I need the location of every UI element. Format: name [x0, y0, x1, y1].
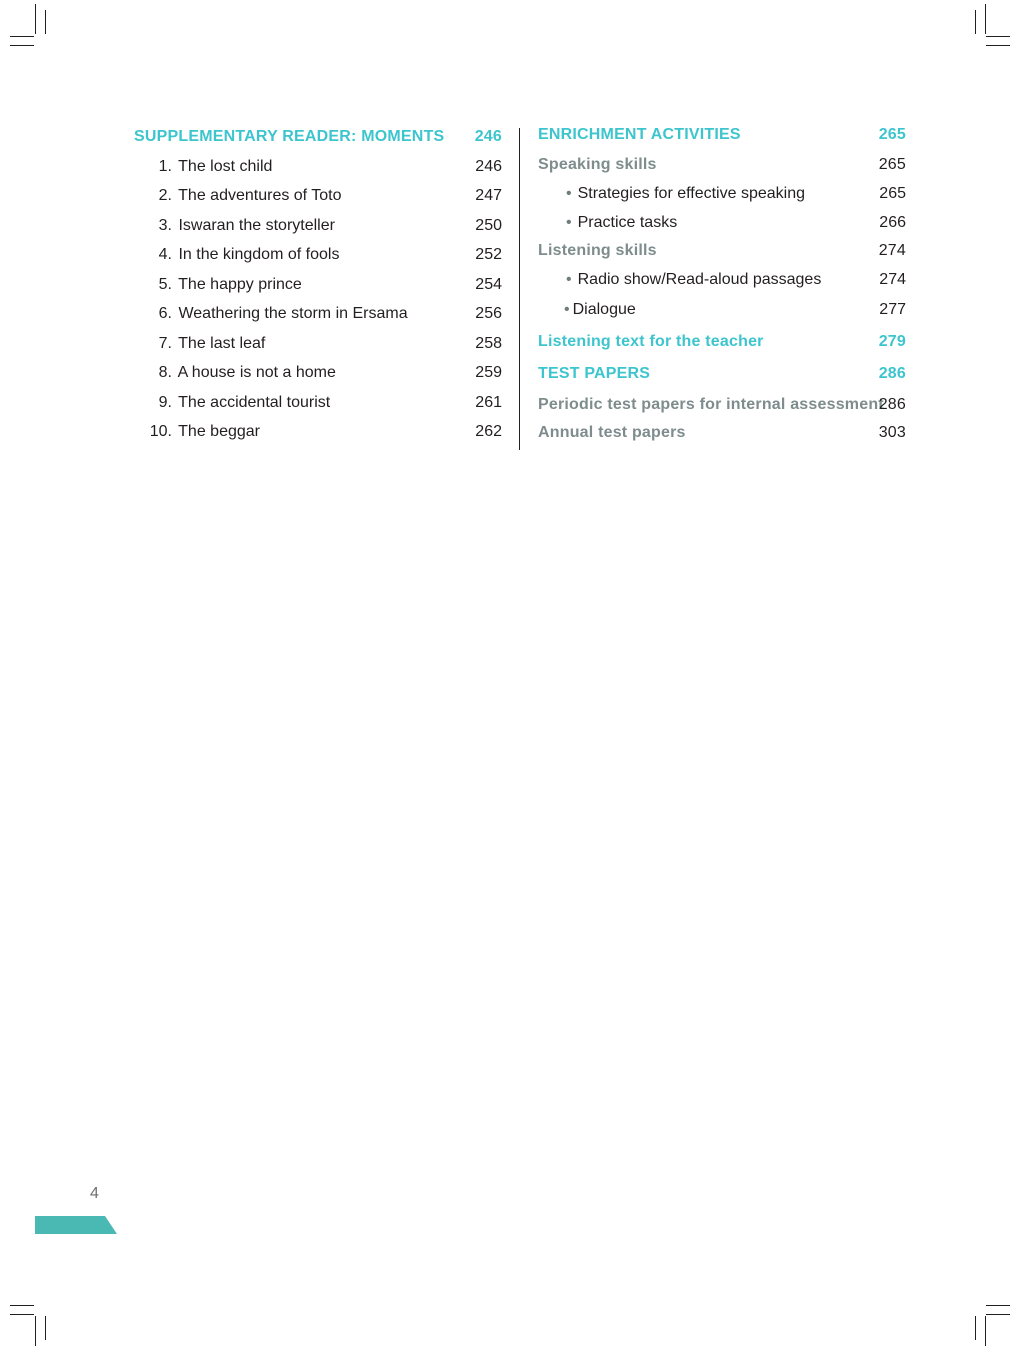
- toc-subheading: [538, 418, 906, 448]
- page-number: 4: [90, 1185, 99, 1202]
- page-ref: 246: [474, 128, 502, 145]
- crop-mark: [975, 1316, 976, 1340]
- toc-entry: [134, 211, 502, 241]
- toc-entry: [134, 152, 502, 182]
- entry-title: A house is not a home: [177, 364, 336, 381]
- toc-bullet-entry: [538, 209, 906, 236]
- crop-mark: [986, 1314, 1010, 1315]
- entry-title: Radio show/Read-aloud passages: [577, 271, 822, 288]
- crop-mark: [10, 1314, 34, 1315]
- column-divider: [519, 128, 520, 450]
- toc-section-heading: [538, 120, 906, 150]
- crop-mark: [45, 1316, 46, 1340]
- entry-title: Weathering the storm in Ersama: [178, 305, 408, 322]
- entry-title: Iswaran the storyteller: [178, 216, 335, 234]
- toc-entry: [134, 417, 502, 447]
- footer-tab-shape: [35, 1216, 117, 1234]
- entry-number: 6.: [158, 305, 172, 322]
- entry-title: The adventures of Toto: [178, 187, 342, 204]
- entry-number: 10.: [149, 423, 172, 440]
- crop-mark: [10, 45, 34, 46]
- section-title: ENRICHMENT ACTIVITIES: [538, 126, 741, 143]
- toc-entry: [134, 299, 502, 329]
- page-ref: 286: [878, 365, 906, 382]
- crop-mark: [985, 1316, 986, 1346]
- crop-mark: [10, 1305, 34, 1306]
- page-ref: 259: [475, 364, 502, 381]
- page-ref: 274: [878, 241, 906, 259]
- page-ref: 250: [475, 216, 502, 234]
- page-ref: 303: [878, 424, 906, 441]
- crop-mark: [986, 45, 1010, 46]
- toc-entry: [134, 181, 502, 211]
- toc-entry: [134, 358, 502, 388]
- page-ref: 256: [475, 305, 502, 322]
- page-ref: 265: [878, 126, 906, 143]
- toc-bullet-entry: [538, 179, 906, 209]
- toc-section-heading: [134, 122, 502, 152]
- entry-title: Strategies for effective speaking: [577, 185, 805, 202]
- entry-number: 8.: [158, 364, 172, 381]
- entry-title: The happy prince: [178, 275, 302, 293]
- page-ref: 279: [878, 333, 906, 350]
- entry-number: 5.: [158, 275, 172, 293]
- toc-entry: [134, 329, 502, 359]
- entry-number: 2.: [158, 187, 172, 204]
- crop-mark: [975, 10, 976, 34]
- page-ref: 265: [879, 185, 906, 202]
- page-ref: 286: [878, 396, 906, 413]
- toc-subheading: [538, 150, 906, 180]
- toc-left-column: [134, 122, 502, 447]
- toc-right-column: [538, 120, 906, 448]
- crop-mark: [986, 1305, 1010, 1306]
- entry-number: 1.: [158, 157, 172, 175]
- subheading-title: Periodic test papers for internal assessment: [538, 396, 884, 413]
- page-ref: 277: [879, 300, 906, 318]
- toc-entry: [134, 388, 502, 418]
- bullet-icon: •: [566, 185, 572, 202]
- crop-mark: [10, 36, 34, 37]
- section-title: TEST PAPERS: [538, 365, 651, 382]
- page-ref: 246: [475, 157, 502, 175]
- subheading-title: Annual test papers: [538, 424, 686, 441]
- bullet-icon: •: [566, 213, 572, 231]
- entry-title: The beggar: [178, 423, 260, 440]
- section-title: SUPPLEMENTARY READER: MOMENTS: [134, 128, 445, 145]
- page-ref: 247: [475, 187, 502, 204]
- page-ref: 265: [878, 155, 906, 173]
- page-ref: 254: [475, 275, 502, 293]
- page-ref: 274: [879, 271, 906, 288]
- entry-number: 3.: [158, 216, 172, 234]
- entry-number: 4.: [158, 246, 172, 263]
- crop-mark: [35, 1316, 36, 1346]
- section-title: Listening text for the teacher: [538, 333, 764, 350]
- entry-title: Practice tasks: [577, 213, 678, 231]
- toc-subheading: [538, 388, 906, 418]
- page-ref: 262: [475, 423, 502, 440]
- bullet-icon: •: [566, 271, 572, 288]
- toc-bullet-entry: [538, 295, 906, 325]
- toc-section-heading: [538, 356, 906, 388]
- toc-bullet-entry: [538, 265, 906, 295]
- crop-mark: [45, 10, 46, 34]
- entry-title: The lost child: [178, 157, 273, 175]
- subheading-title: Speaking skills: [538, 155, 657, 173]
- bullet-icon: •: [564, 300, 570, 318]
- toc-section-heading: [538, 324, 906, 356]
- entry-title: The last leaf: [178, 334, 266, 352]
- entry-number: 9.: [158, 393, 172, 411]
- page-ref: 252: [475, 246, 502, 263]
- toc-entry: [134, 270, 502, 300]
- subheading-title: Listening skills: [538, 241, 657, 259]
- entry-title: In the kingdom of fools: [178, 246, 340, 263]
- page-ref: 266: [879, 213, 906, 231]
- crop-mark: [985, 4, 986, 34]
- toc-entry: [134, 240, 502, 270]
- crop-mark: [986, 36, 1010, 37]
- page-ref: 261: [475, 393, 502, 411]
- entry-title: The accidental tourist: [178, 393, 331, 411]
- entry-title: Dialogue: [572, 300, 636, 318]
- crop-mark: [35, 4, 36, 34]
- page-ref: 258: [475, 334, 502, 352]
- entry-number: 7.: [158, 334, 172, 352]
- toc-subheading: [538, 236, 906, 266]
